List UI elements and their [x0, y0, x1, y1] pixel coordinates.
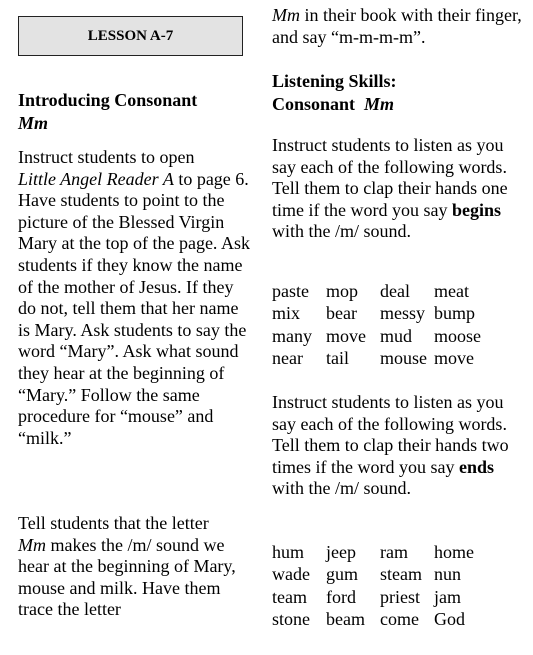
- word-cell: hum: [272, 541, 305, 562]
- word-cell: mud: [380, 325, 413, 346]
- word-row: [270, 303, 490, 326]
- word-cell: ford: [326, 586, 356, 607]
- word-cell: jeep: [326, 541, 356, 562]
- word-cell: move: [434, 348, 474, 369]
- inst2-a: Instruct students to listen as you say each of the following words. Tell them to clap their hands two times if the word you say: [272, 392, 509, 477]
- word-row: [270, 280, 490, 303]
- word-cell: priest: [380, 586, 420, 607]
- word-cell: many: [272, 325, 312, 346]
- intro-paragraph: [18, 147, 253, 449]
- word-cell: home: [434, 541, 474, 562]
- word-cell: come: [380, 609, 419, 630]
- word-cell: tail: [326, 348, 349, 369]
- word-cell: team: [272, 586, 307, 607]
- word-row: [270, 609, 490, 632]
- cont-text: in their book with their finger, and say “m-m-m-m”.: [272, 5, 522, 47]
- instruction-ends-paragraph: [272, 392, 522, 500]
- intro-p2-a: Tell students that the letter: [18, 513, 209, 533]
- word-list-ends: [270, 541, 490, 631]
- listening-heading-line1: Listening Skills:: [272, 71, 397, 91]
- cont-mm: Mm: [272, 5, 300, 25]
- intro-p1-a: Instruct students to open: [18, 147, 195, 167]
- word-row: [270, 564, 490, 587]
- word-cell: messy: [380, 303, 425, 324]
- intro-p2-mm: Mm: [18, 534, 46, 555]
- word-cell: steam: [380, 564, 422, 585]
- lesson-title-box: [18, 16, 243, 56]
- letter-paragraph: [18, 513, 253, 621]
- intro-heading: [18, 89, 197, 135]
- inst2-bold: ends: [458, 456, 494, 477]
- word-cell: jam: [434, 586, 461, 607]
- continued-paragraph: [272, 5, 522, 48]
- word-cell: ram: [380, 541, 408, 562]
- word-row: [270, 586, 490, 609]
- listening-heading: [272, 70, 397, 116]
- intro-p1-b: to page 6. Have students to point to the picture of the Blessed Virgin Mary at the top of the page. Ask students if they know the name of the mother of Jesus. If they do not, tell them that her name is Mary. Ask students to say the word “Mary”. Ask what sound they hear at the beginning of “Mary.” Follow the same procedure for “mouse” and “milk.”: [18, 168, 250, 448]
- inst1-a: Instruct students to listen as you say each of the following words. Tell them to clap their hands one time if the word you say: [272, 135, 508, 220]
- inst1-bold: begins: [451, 199, 501, 220]
- intro-p2-b: makes the /m/ sound we hear at the beginning of Mary, mouse and milk. Have them trace the letter: [18, 534, 236, 620]
- word-cell: beam: [326, 609, 365, 630]
- word-row: [270, 325, 490, 348]
- word-cell: moose: [434, 325, 481, 346]
- word-row: [270, 541, 490, 564]
- word-list-begins: [270, 280, 490, 370]
- word-cell: paste: [272, 280, 309, 301]
- inst1-b: with the /m/ sound.: [272, 221, 411, 242]
- word-cell: mix: [272, 303, 301, 324]
- word-cell: stone: [272, 609, 310, 630]
- word-cell: God: [434, 609, 465, 630]
- instruction-begins-paragraph: [272, 135, 522, 243]
- word-cell: deal: [380, 280, 410, 301]
- intro-heading-line1: Introducing Consonant: [18, 90, 198, 110]
- intro-heading-line2: Mm: [18, 113, 49, 133]
- listening-heading-line2-b: Mm: [364, 94, 395, 114]
- word-cell: gum: [326, 564, 359, 585]
- intro-p1-book: Little Angel Reader A: [18, 168, 174, 189]
- word-cell: wade: [272, 564, 310, 585]
- word-cell: move: [326, 325, 366, 346]
- word-cell: near: [272, 348, 303, 369]
- word-cell: mouse: [380, 348, 427, 369]
- lesson-title: LESSON A-7: [87, 27, 174, 44]
- listening-heading-line2-a: Consonant: [272, 94, 356, 114]
- word-cell: nun: [434, 564, 461, 585]
- word-cell: bump: [434, 303, 476, 324]
- word-row: [270, 348, 490, 371]
- word-cell: mop: [326, 280, 359, 301]
- inst2-b: with the /m/ sound.: [272, 478, 411, 499]
- word-cell: meat: [434, 280, 469, 301]
- word-cell: bear: [326, 303, 357, 324]
